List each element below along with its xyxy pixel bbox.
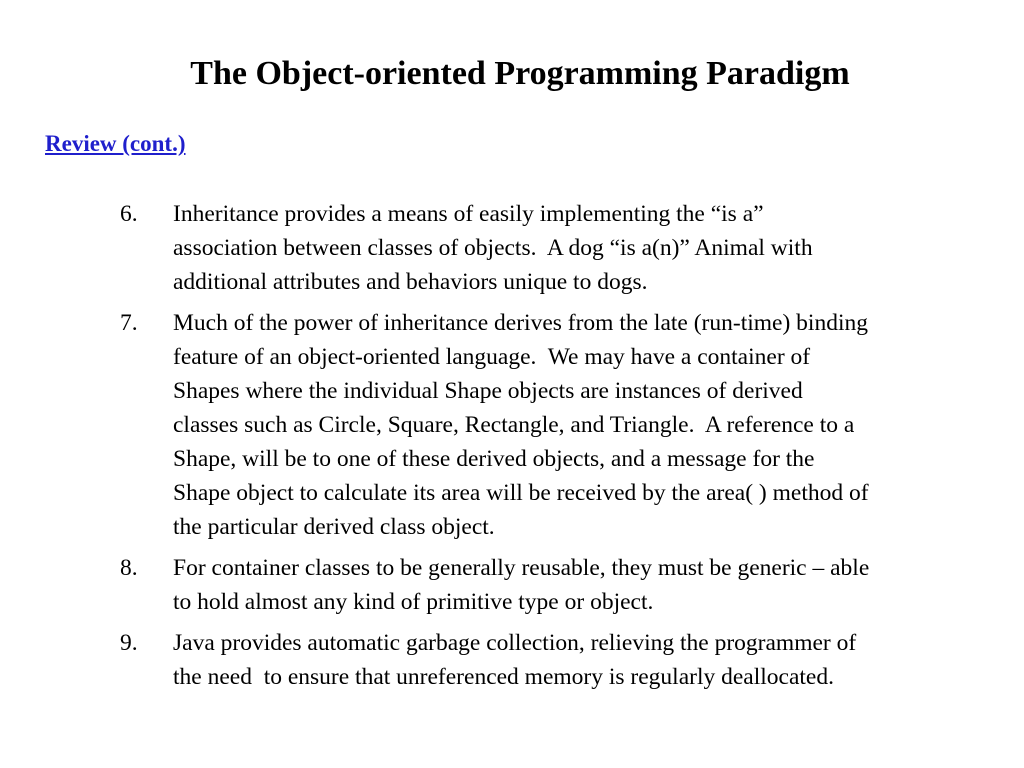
text-line: feature of an object-oriented language. We may have a container of bbox=[173, 344, 811, 370]
text-line: to hold almost any kind of primitive type or object. bbox=[173, 589, 654, 615]
item-number: 7. bbox=[120, 310, 138, 336]
item-number: 9. bbox=[120, 630, 138, 656]
item-number: 6. bbox=[120, 201, 138, 227]
list-item bbox=[120, 197, 1020, 299]
item-text bbox=[173, 197, 1020, 299]
item-text bbox=[173, 626, 1020, 694]
item-text bbox=[173, 551, 1020, 619]
review-link[interactable]: Review (cont.) bbox=[45, 131, 186, 156]
text-line: Shape object to calculate its area will be received by the area( ) method of bbox=[173, 480, 869, 506]
text-line: Shape, will be to one of these derived objects, and a message for the bbox=[173, 446, 815, 472]
text-line: Much of the power of inheritance derives from the late (run-time) binding bbox=[173, 310, 868, 336]
text-line: the need to ensure that unreferenced memory is regularly deallocated. bbox=[173, 664, 834, 690]
list-item bbox=[120, 551, 1020, 619]
text-line: additional attributes and behaviors unique to dogs. bbox=[173, 269, 648, 295]
page-title: The Object-oriented Programming Paradigm bbox=[190, 55, 850, 92]
text-line: Java provides automatic garbage collection, relieving the programmer of bbox=[173, 630, 857, 656]
text-line: association between classes of objects. A dog “is a(n)” Animal with bbox=[173, 235, 813, 261]
text-line: For container classes to be generally reusable, they must be generic – able bbox=[173, 555, 870, 581]
text-line: the particular derived class object. bbox=[173, 514, 495, 540]
list-item bbox=[120, 626, 1020, 694]
item-number: 8. bbox=[120, 555, 138, 581]
list-item bbox=[120, 306, 1020, 544]
text-line: classes such as Circle, Square, Rectangle, and Triangle. A reference to a bbox=[173, 412, 855, 438]
text-line: Shapes where the individual Shape objects are instances of derived bbox=[173, 378, 803, 404]
text-line: Inheritance provides a means of easily implementing the “is a” bbox=[173, 201, 764, 227]
item-text bbox=[173, 306, 1020, 544]
review-list bbox=[120, 197, 1020, 701]
